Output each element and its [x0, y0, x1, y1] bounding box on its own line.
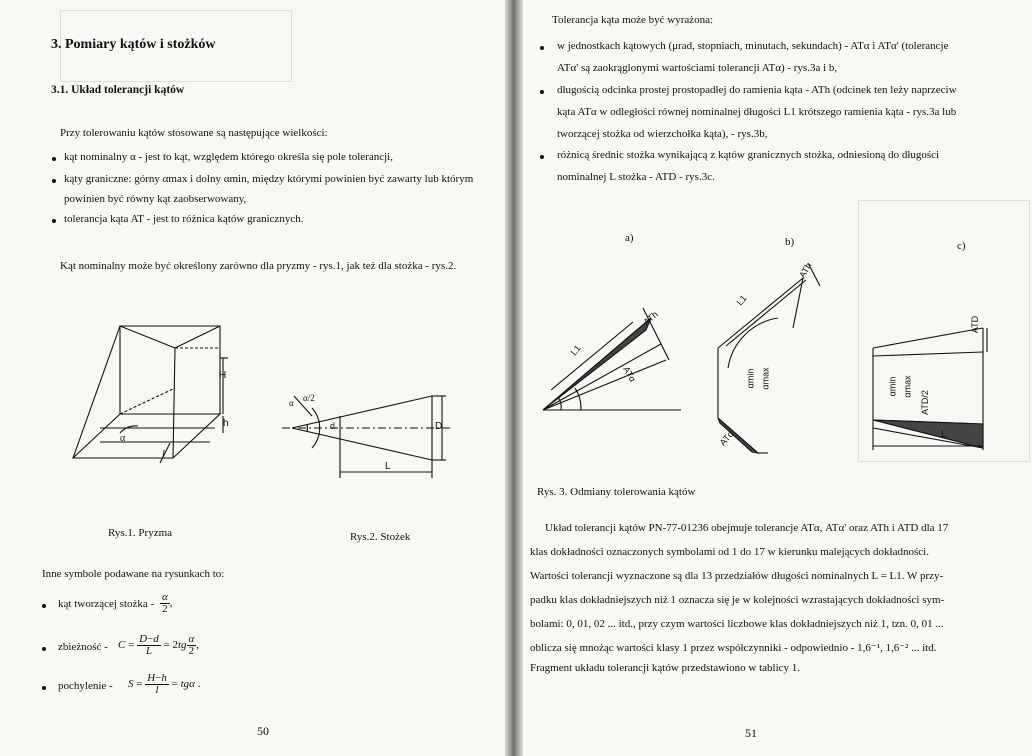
bullet-dot: [540, 155, 544, 159]
para-line-1: Układ tolerancji kątów PN-77-01236 obejmuje tolerancje ATα, ATα' oraz ATh i ATD dla 17: [545, 522, 949, 534]
bullet-dot: [42, 604, 46, 608]
fig3b-label-amax: αmax: [760, 367, 771, 390]
para-line-2: klas dokładności oznaczonych symbolami od 1 do 17 w kierunku malejących dokładności.: [530, 546, 929, 558]
cone-label-alpha: α: [289, 398, 294, 408]
bullet-segment-length: długością odcinka prostej prostopadłej do ramienia kąta - ATh (odcinek ten leży naprzeciw: [557, 84, 957, 96]
cone-label-d: d: [330, 421, 336, 431]
fig3a-label-L1: L1: [568, 343, 583, 358]
book-gutter: [505, 0, 523, 756]
fig3b-label: b): [785, 236, 795, 248]
cone-label-L: L: [385, 461, 391, 472]
cone-label-half-alpha: α/2: [303, 393, 315, 403]
bullet-segment-length-cont2: tworzącej stożka od wierzchołka kąta), - rys.3b,: [557, 128, 768, 140]
fig3b-label-ATh: ATh: [797, 260, 814, 280]
fig3c-label: c): [957, 240, 966, 252]
section-title: 3. Pomiary kątów i stożków: [51, 37, 216, 52]
formula-taper: C = $\frac{D-d}{L}$ = 2tg $\frac{\alpha}{2}$ ,: [118, 633, 200, 657]
bullet-tolerance: tolerancja kąta AT - jest to różnica kątów granicznych.: [64, 213, 304, 225]
fig3b-label-L1: L1: [734, 293, 749, 308]
fig3c-label-amax: αmax: [902, 375, 913, 398]
prism-label-alpha: α: [120, 433, 126, 444]
prism-figure: [60, 318, 230, 468]
para-line-6: oblicza się mnożąc wartości klasy 1 przez współczynniki - odpowiednio - 1,6⁻¹, 1,6⁻² ... itd.: [530, 642, 937, 654]
fig3a-label: a): [625, 232, 634, 244]
page-number-left: 50: [257, 724, 269, 738]
fig3c-label-ATD: ATD: [970, 315, 981, 334]
formula-slope: S = $\frac{H-h}{l}$ = tgα .: [128, 672, 201, 696]
bullet-dot: [42, 686, 46, 690]
formula-cone-angle: $\frac{\alpha}{2}$ ,: [162, 591, 173, 615]
note-text: Kąt nominalny może być określony zarówno dla pryzmy - rys.1, jak też dla stożka - rys.2.: [60, 260, 457, 272]
left-page: [0, 0, 505, 756]
fig3b-label-amin: αmin: [745, 368, 756, 389]
para-line-3: Wartości tolerancji wyznaczone są dla 13 przedziałów długości nominalnych L = L1. W przy-: [530, 570, 944, 582]
subsection-title: 3.1. Układ tolerancji kątów: [51, 84, 185, 96]
bullet-dot: [540, 46, 544, 50]
bullet-angular-units: w jednostkach kątowych (μrad, stopniach, minutach, sekundach) - ATα i ATα' (tolerancje: [557, 40, 949, 52]
bullet-nominal-angle: kąt nominalny α - jest to kąt, względem którego określa się pole tolerancji,: [64, 151, 393, 163]
cone-label-D: D: [435, 421, 443, 432]
para-line-4: padku klas dokładniejszych niż 1 oznacza się je w kolejności wzrastających dokładności sym-: [530, 594, 945, 606]
bullet-diameter-diff: różnicą średnic stożka wynikającą z kątów granicznych stożka, odniesioną do długości: [557, 149, 940, 161]
bullet-segment-length-cont1: kąta ATα w odległości równej nominalnej długości L1 krótszego ramienia kąta - rys.3a lub: [557, 106, 957, 118]
bullet-dot: [42, 647, 46, 651]
bullet-dot: [540, 90, 544, 94]
fig1-caption: Rys.1. Pryzma: [108, 527, 173, 539]
fig3a-angle-tolerance: [541, 300, 686, 420]
symbol-label-slope: pochylenie -: [58, 680, 113, 692]
symbols-intro: Inne symbole podawane na rysunkach to:: [42, 568, 225, 580]
prism-label-H: H: [219, 370, 227, 381]
bullet-limit-angles: kąty graniczne: górny αmax i dolny αmin, między którymi powinien być zawarty lub którym: [64, 173, 474, 185]
right-header: Tolerancja kąta może być wyrażona:: [552, 14, 714, 26]
fig3c-label-ATD2: ATD/2: [919, 390, 930, 415]
prism-label-l: l: [162, 449, 165, 460]
para-line-5: bolami: 0, 01, 02 ... itd., przy czym wartości liczbowe klas dokładniejszych niż 1, tzn. 0, 01 ...: [530, 618, 944, 630]
page-number-right: 51: [745, 726, 757, 740]
bullet-angular-units-cont: ATα' są zaokrąglonymi wartościami tolerancji ATα) - rys.3a i b,: [557, 62, 838, 74]
symbol-label-taper: zbieżność -: [58, 641, 108, 653]
symbol-label-cone-angle: kąt tworzącej stożka -: [58, 598, 155, 610]
fig3-caption: Rys. 3. Odmiany tolerowania kątów: [537, 486, 696, 498]
bullet-dot: [52, 157, 56, 161]
right-page: [523, 0, 1032, 756]
intro-text: Przy tolerowaniu kątów stosowane są następujące wielkości:: [60, 127, 328, 139]
bullet-diameter-diff-cont: nominalnej L stożka - ATD - rys.3c.: [557, 171, 715, 183]
bullet-limit-angles-cont: powinien być równy kąt zaobserwowany,: [64, 193, 247, 205]
fig3c-label-L: L: [941, 429, 947, 440]
prism-label-h: h: [223, 418, 229, 429]
fig3a-label-ATa: ATα: [621, 364, 638, 384]
fig3a-label-ATh: ATh: [641, 309, 660, 328]
fig3c-label-amin: αmin: [887, 376, 898, 397]
fig2-caption: Rys.2. Stożek: [350, 531, 411, 543]
para-line-7: Fragment układu tolerancji kątów przedstawiono w tablicy 1.: [530, 662, 801, 674]
bullet-dot: [52, 179, 56, 183]
fig3b-label-ATa: ATα: [717, 428, 736, 448]
bullet-dot: [52, 219, 56, 223]
